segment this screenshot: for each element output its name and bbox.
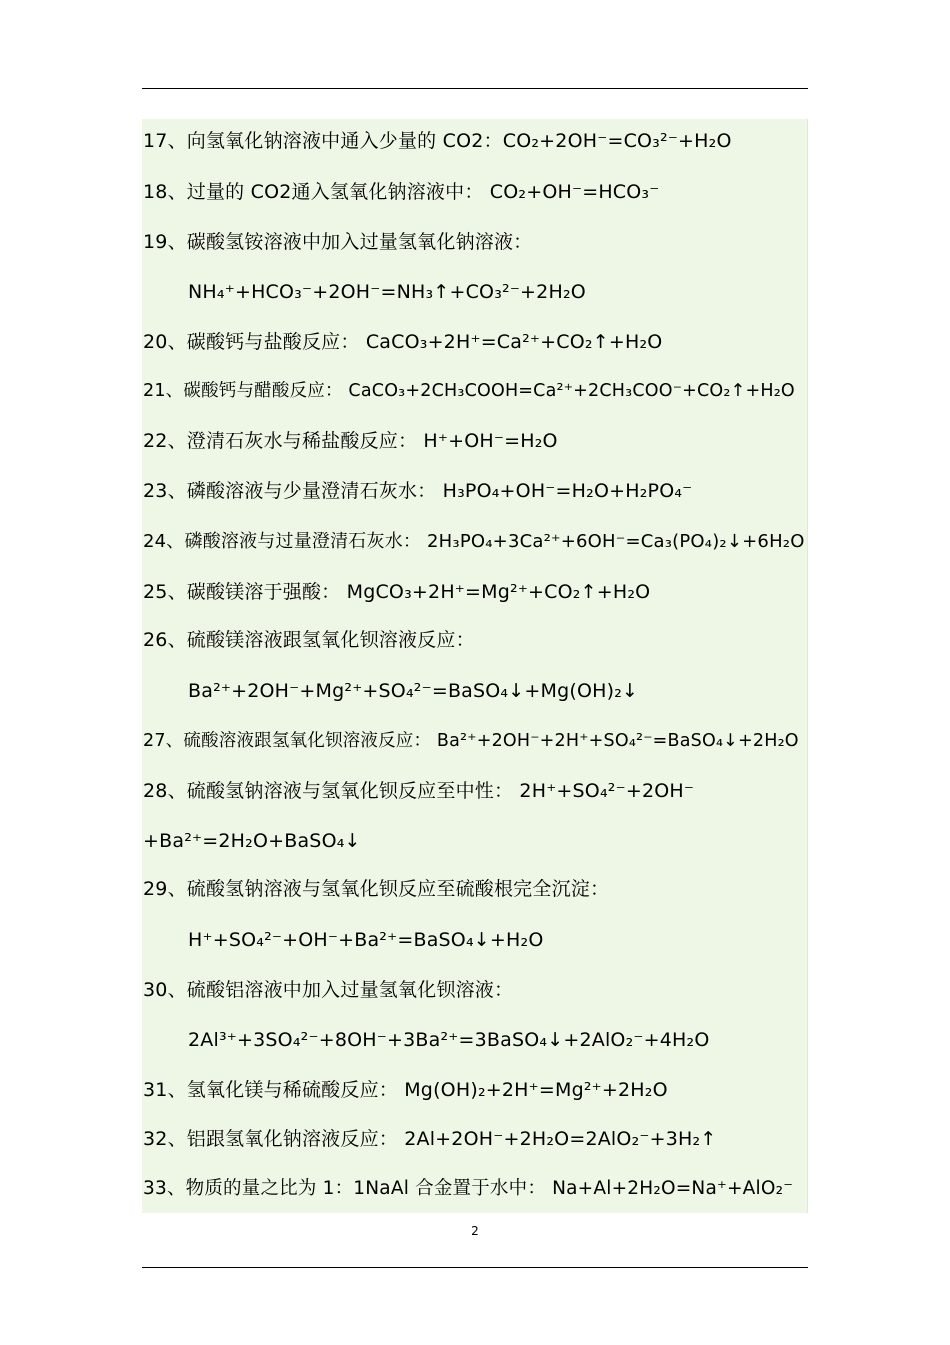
equation-line: NH₄⁺+HCO₃⁻+2OH⁻=NH₃↑+CO₃²⁻+2H₂O bbox=[188, 281, 586, 303]
equation-line: 29、硫酸氢钠溶液与氢氧化钡反应至硫酸根完全沉淀： bbox=[143, 878, 610, 900]
equation-line: 26、硫酸镁溶液跟氢氧化钡溶液反应： bbox=[143, 629, 475, 651]
footer-rule bbox=[142, 1267, 808, 1268]
equation-line: 27、硫酸溶液跟氢氧化钡溶液反应： Ba²⁺+2OH⁻+2H⁺+SO₄²⁻=BaSO₄↓+2H₂O bbox=[143, 731, 799, 751]
equation-line: 33、物质的量之比为 1：1NaAl 合金置于水中： Na+Al+2H₂O=Na⁺+AlO₂⁻ bbox=[143, 1178, 794, 1199]
page-number: 2 bbox=[471, 1224, 479, 1238]
equation-line: 22、澄清石灰水与稀盐酸反应： H⁺+OH⁻=H₂O bbox=[143, 430, 558, 452]
equation-line: 31、氢氧化镁与稀硫酸反应： Mg(OH)₂+2H⁺=Mg²⁺+2H₂O bbox=[143, 1079, 668, 1101]
equation-line: 32、铝跟氢氧化钠溶液反应： 2Al+2OH⁻+2H₂O=2AlO₂⁻+3H₂↑ bbox=[143, 1128, 717, 1150]
equation-line: Ba²⁺+2OH⁻+Mg²⁺+SO₄²⁻=BaSO₄↓+Mg(OH)₂↓ bbox=[188, 680, 639, 702]
equation-line: 17、向氢氧化钠溶液中通入少量的 CO2：CO₂+2OH⁻=CO₃²⁻+H₂O bbox=[143, 130, 732, 152]
equation-line: 18、过量的 CO2通入氢氧化钠溶液中： CO₂+OH⁻=HCO₃⁻ bbox=[143, 181, 660, 203]
equation-line: +Ba²⁺=2H₂O+BaSO₄↓ bbox=[143, 830, 361, 852]
equation-line: 25、碳酸镁溶于强酸： MgCO₃+2H⁺=Mg²⁺+CO₂↑+H₂O bbox=[143, 581, 651, 603]
equation-line: 21、碳酸钙与醋酸反应： CaCO₃+2CH₃COOH=Ca²⁺+2CH₃COO⁻+CO₂↑+H₂O bbox=[143, 381, 795, 401]
equation-line: 2Al³⁺+3SO₄²⁻+8OH⁻+3Ba²⁺=3BaSO₄↓+2AlO₂⁻+4H₂O bbox=[188, 1029, 710, 1051]
equation-line: 19、碳酸氢铵溶液中加入过量氢氧化钠溶液： bbox=[143, 231, 533, 253]
equation-line: 20、碳酸钙与盐酸反应： CaCO₃+2H⁺=Ca²⁺+CO₂↑+H₂O bbox=[143, 331, 663, 353]
header-rule bbox=[142, 88, 808, 89]
equation-line: 30、硫酸铝溶液中加入过量氢氧化钡溶液： bbox=[143, 979, 514, 1001]
equation-line: 28、硫酸氢钠溶液与氢氧化钡反应至中性： 2H⁺+SO₄²⁻+2OH⁻ bbox=[143, 780, 695, 802]
equation-line: 23、磷酸溶液与少量澄清石灰水： H₃PO₄+OH⁻=H₂O+H₂PO₄⁻ bbox=[143, 480, 693, 502]
equation-line: 24、磷酸溶液与过量澄清石灰水： 2H₃PO₄+3Ca²⁺+6OH⁻=Ca₃(PO₄)₂↓+6H₂O bbox=[143, 531, 805, 552]
equation-line: H⁺+SO₄²⁻+OH⁻+Ba²⁺=BaSO₄↓+H₂O bbox=[188, 929, 544, 951]
